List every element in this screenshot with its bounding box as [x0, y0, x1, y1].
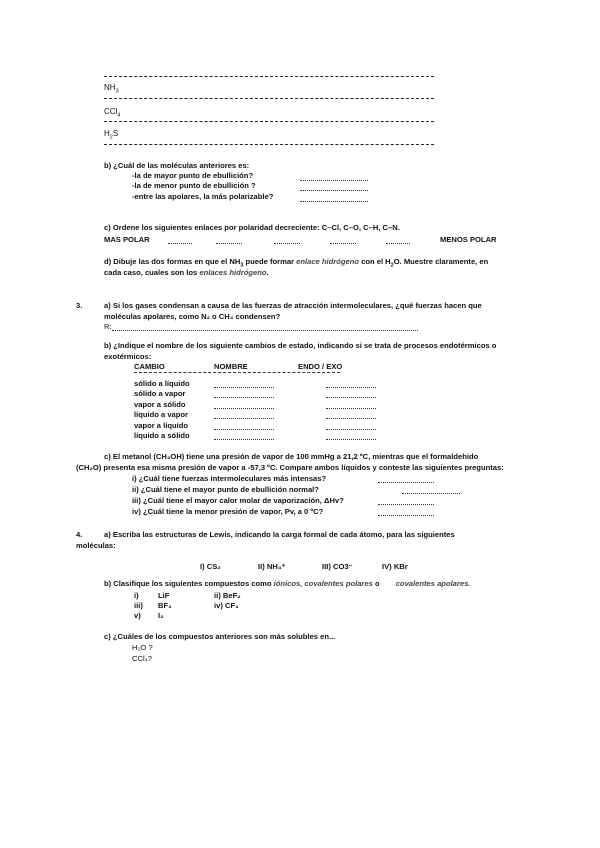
q4c-letter: c) [104, 632, 111, 641]
q3a-line-2: moléculas apolares, como N₂ o CH₄ condensen? [104, 312, 281, 321]
change-row: líquido a sólido [134, 431, 190, 440]
species-1: I) CS₂ [200, 562, 221, 571]
q4a-line-1 [104, 531, 455, 540]
q3c-letter: c) [104, 452, 111, 461]
endo-exo-blank[interactable] [326, 408, 376, 409]
mas-polar-label: MAS POLAR [104, 235, 150, 244]
compound-3: BF₃ [158, 601, 172, 610]
change-row: sólido a líquido [134, 379, 190, 388]
compound-5: I₂ [158, 611, 164, 620]
q2d-sub: 3 [240, 262, 244, 269]
molecule-h2s: $H_2S$ [104, 129, 119, 141]
q2d-line2-end: . [266, 268, 269, 277]
solvent-water: H₂O ? [132, 643, 153, 652]
q3b-letter: b) [104, 341, 112, 350]
polarity-blank[interactable] [168, 243, 192, 244]
q2d-sub-2: 2 [390, 262, 394, 269]
q4a-text: Escriba las estructuras de Lewis, indicando la carga formal de cada átomo, para las siguientes [112, 530, 455, 539]
solvent-ccl4: CCl₄? [132, 654, 152, 663]
q4b-italic-1: iónicos, covalentes polares [273, 579, 373, 588]
q3c-blank[interactable] [402, 493, 460, 494]
q2d-text-a: Dibuje las dos formas en que el NH [113, 257, 241, 266]
change-row: vapor a líquido [134, 421, 189, 430]
molecule-nh3: $NH_3$ [104, 83, 119, 95]
table-header-rule [134, 372, 340, 373]
q3a-answer-blank[interactable] [112, 330, 418, 331]
polarity-blank[interactable] [386, 243, 410, 244]
q2d-letter: d) [104, 257, 112, 266]
q3c-item-4: iv) ¿Cuál tiene la menor presión de vapor, Pv, a 0 ºC? [132, 507, 324, 516]
species-4: IV) KBr [382, 562, 408, 571]
compound-2: ii) BeF₂ [214, 591, 241, 600]
q2d-line2-text: cada caso, cuales son los [104, 268, 200, 277]
q3c-blank[interactable] [378, 504, 434, 505]
q4b-or: o [372, 579, 382, 588]
q4-number: 4. [76, 530, 83, 539]
q3c-blank[interactable] [378, 482, 434, 483]
q3b-text: ¿Indique el nombre de los siguiente cambios de estado, indicando si se trata de procesos endotérmicos o [113, 341, 497, 350]
q4c-line [104, 633, 335, 642]
change-row: vapor a sólido [134, 400, 186, 409]
polarity-blank[interactable] [330, 243, 356, 244]
answer-blank[interactable] [300, 201, 368, 202]
q3c-item-2: ii) ¿Cuál tiene el mayor punto de ebullición normal? [132, 485, 319, 494]
q2d-text-c: con el H [359, 257, 391, 266]
species-2: II) NH₄⁺ [258, 562, 286, 571]
q3c-text: El metanol (CH₃OH) tiene una presión de vapor de 100 mmHg a 21,2 ºC, mientras que el formaldehido [112, 452, 479, 461]
rule-3 [104, 144, 434, 145]
q3b-line-1 [104, 342, 496, 351]
table-header-nombre: NOMBRE [214, 362, 248, 371]
rule-1 [104, 98, 434, 99]
q3c-item-3: iii) ¿Cuál tiene el mayor calor molar de vaporización, ΔHv? [132, 496, 344, 505]
q2d-text-b: puede formar [243, 257, 297, 266]
q2b-item-3: -entre las apolares, la más polarizable? [132, 192, 274, 201]
q4b-letter: b) [104, 579, 112, 588]
nombre-blank[interactable] [214, 397, 274, 398]
q2d-text-d: O. Muestre claramente, en [393, 257, 489, 266]
rule-top [104, 76, 434, 77]
q2d-italic-1: enlace hidrógeno [296, 257, 359, 266]
change-row: líquido a vapor [134, 410, 189, 419]
q3a-letter: a) [104, 301, 111, 310]
q4a-letter: a) [104, 530, 111, 539]
q2d-italic-2: enlaces hidrógeno [199, 268, 267, 277]
q2c-letter: c) [104, 223, 111, 232]
compound-4: iv) CF₄ [214, 601, 239, 610]
q3-number: 3. [76, 301, 83, 310]
nombre-blank[interactable] [214, 387, 274, 388]
q3a-line-1 [104, 302, 482, 311]
compound-5-num: v) [134, 611, 141, 620]
q2b-item-2: -la de menor punto de ebullición ? [132, 181, 256, 190]
answer-blank[interactable] [300, 180, 368, 181]
table-header-cambio: CAMBIO [134, 362, 165, 371]
q3c-item-1: i) ¿Cuál tiene fuerzas intermoleculares más intensas? [132, 474, 327, 483]
q2c-text [104, 224, 400, 233]
endo-exo-blank[interactable] [326, 387, 376, 388]
q4b-text: Clasifique los siguientes compuestos como [113, 579, 274, 588]
nombre-blank[interactable] [214, 439, 274, 440]
endo-exo-blank[interactable] [326, 418, 376, 419]
q2b-heading [104, 162, 249, 171]
endo-exo-blank[interactable] [326, 439, 376, 440]
table-header-endo-exo: ENDO / EXO [298, 362, 343, 371]
q2c-question: Ordene los siguientes enlaces por polaridad decreciente: C–Cl, C–O, C–H, C–N. [112, 223, 400, 232]
nombre-blank[interactable] [214, 429, 274, 430]
endo-exo-blank[interactable] [326, 397, 376, 398]
polarity-blank[interactable] [274, 243, 300, 244]
q3c-line-1 [104, 453, 478, 462]
compound-1: LiF [158, 591, 170, 600]
nombre-blank[interactable] [214, 418, 274, 419]
molecule-ccl4: CCl$_4$ [104, 107, 121, 119]
q4a-line-2: moléculas: [76, 541, 116, 550]
compound-3-num: iii) [134, 601, 143, 610]
q2b-item-1: -la de mayor punto de ebullición? [132, 171, 254, 180]
q3a-answer-label: R: [104, 322, 112, 331]
rule-2 [104, 121, 434, 122]
q4b-italic-2: covalentes apolares. [395, 579, 471, 588]
q4b-line [104, 580, 470, 589]
q4c-text: ¿Cuáles de los compuestos anteriores son más solubles en... [112, 632, 336, 641]
q2b-head-text: ¿Cuál de las moléculas anteriores es: [113, 161, 250, 170]
q3a-text: Si los gases condensan a causa de las fuerzas de atracción intermoleculares, ¿qué fuerzas hacen que [112, 301, 482, 310]
menos-polar-label: MENOS POLAR [440, 235, 497, 244]
compound-1-num: i) [134, 591, 139, 600]
nombre-blank[interactable] [214, 408, 274, 409]
species-3: III) CO3⁻ [322, 562, 353, 571]
polarity-blank[interactable] [216, 243, 242, 244]
q2d-line-2 [104, 269, 269, 278]
endo-exo-blank[interactable] [326, 429, 376, 430]
answer-blank[interactable] [300, 190, 368, 191]
q3c-blank[interactable] [378, 515, 434, 516]
q3c-line-2: (CH₂O) presenta esa misma presión de vapor a -57,3 ºC. Compare ambos líquidos y conteste las siguientes preguntas: [76, 463, 504, 472]
change-row: sólido a vapor [134, 389, 186, 398]
q2b-letter: b) [104, 161, 112, 170]
q3b-line-2: exotérmicos: [104, 352, 152, 361]
